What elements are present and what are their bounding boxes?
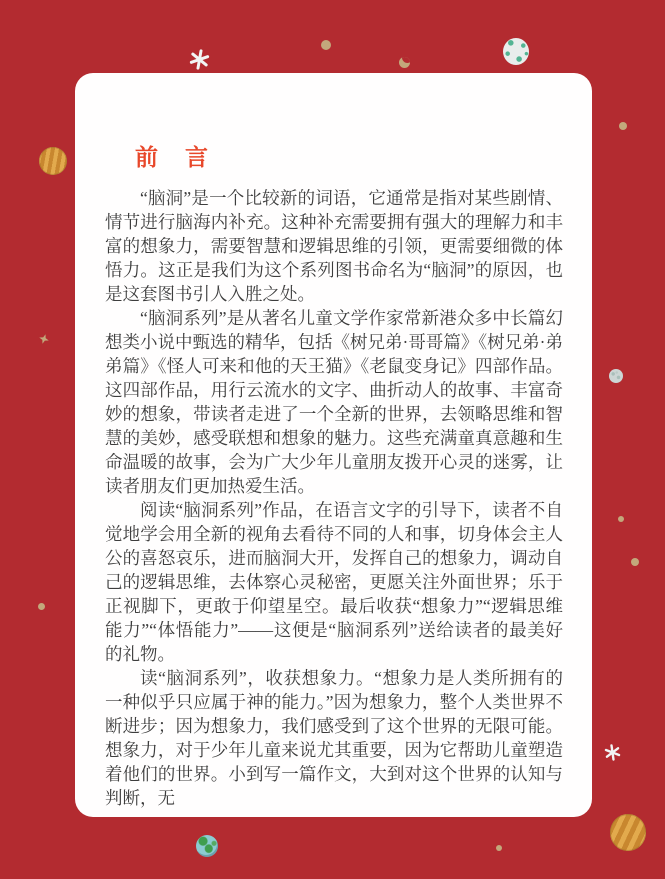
white-asterisk-star-icon — [603, 743, 622, 762]
tan-dot-icon — [619, 122, 627, 130]
tan-dot-icon — [631, 558, 639, 566]
gold-striped-planet-icon — [39, 147, 67, 175]
paragraph: 读“脑洞系列”，收获想象力。“想象力是人类所拥有的一种似乎只应属于神的能力。”因为想象力，整个人类世界不断进步；因为想象力，我们感受到了这个世界的无限可能。想象力，对于少年儿童来说尤其重要，因为它帮助儿童塑造着他们的世界。小到写一篇作文，大到对这个世界的认知与判断，无 — [105, 668, 563, 808]
paragraph: “脑洞系列”是从著名儿童文学作家常新港众多中长篇幻想类小说中甄选的精华，包括《树兄弟·哥哥篇》《树兄弟·弟弟篇》《怪人可来和他的天王猫》《老鼠变身记》四部作品。这四部作品，用行云流水的文字、曲折动人的故事、丰富奇妙的想象，带读者走进了一个全新的世界，去领略思维和智慧的美妙，感受联想和想象的魅力。这些充满童真意趣和生命温暖的故事，会为广大少年儿童朋友拨开心灵的迷雾，让读者朋友们更加热爱生活。 — [105, 308, 563, 496]
gold-striped-planet-icon — [610, 814, 646, 851]
earth-icon — [196, 835, 218, 857]
page-title: 前 言 — [135, 145, 210, 171]
spotted-planet-icon — [503, 38, 529, 65]
tan-crescent-icon — [399, 57, 410, 68]
tan-dot-icon — [496, 845, 502, 851]
tan-dot-icon — [321, 40, 331, 50]
tan-dot-icon — [618, 516, 624, 522]
preface-body — [105, 186, 563, 810]
tan-sparkle-star-icon — [38, 333, 51, 346]
paragraph: “脑洞”是一个比较新的词语，它通常是指对某些剧情、情节进行脑海内补充。这种补充需要拥有强大的理解力和丰富的想象力，需要智慧和逻辑思维的引领，更需要细微的体悟力。这正是我们为这个系列图书命名为“脑洞”的原因，也是这套图书引人入胜之处。 — [105, 188, 563, 304]
preface-card — [75, 73, 592, 817]
tan-dot-icon — [38, 603, 45, 610]
white-asterisk-star-icon — [187, 47, 211, 71]
paragraph: 阅读“脑洞系列”作品，在语言文字的引导下，读者不自觉地学会用全新的视角去看待不同的人和事，切身体会主人公的喜怒哀乐，进而脑洞大开，发挥自己的想象力，调动自己的逻辑思维，去体察心灵秘密，更愿关注外面世界；乐于正视脚下，更敢于仰望星空。最后收获“想象力”“逻辑思维能力”“体悟能力”——这便是“脑洞系列”送给读者的最美好的礼物。 — [105, 500, 563, 664]
speckled-moon-icon — [609, 369, 623, 383]
